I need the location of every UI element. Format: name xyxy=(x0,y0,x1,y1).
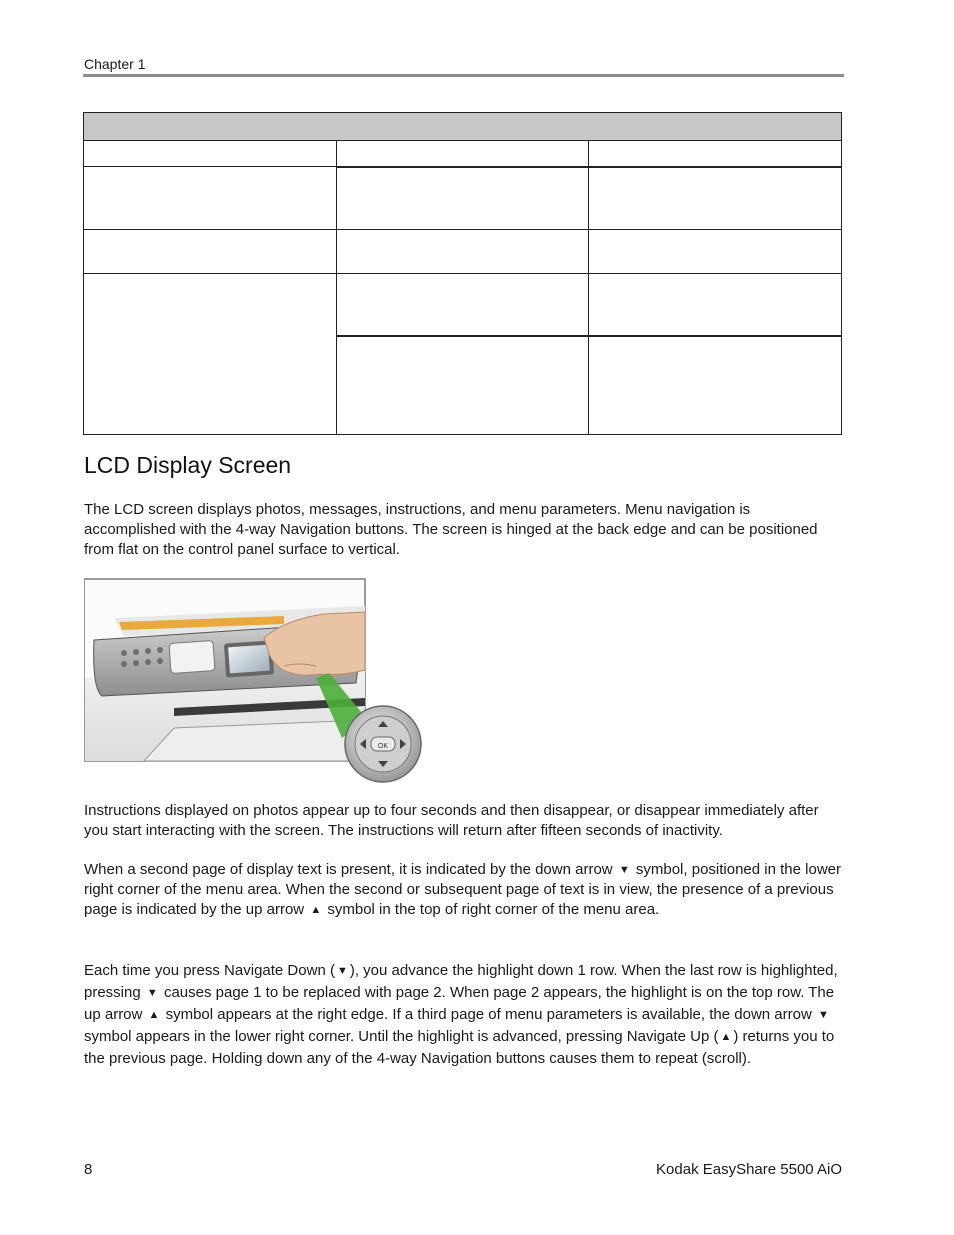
text-run: Each time you press Navigate Down ( xyxy=(84,962,335,979)
text-run: symbol in the top of right corner of the menu area. xyxy=(327,901,660,918)
table-hline xyxy=(84,273,841,274)
paragraph-navigation xyxy=(84,960,844,1069)
header-rule xyxy=(83,74,844,77)
text-run: When a second page of display text is present, it is indicated by the down arrow xyxy=(84,861,613,878)
down-arrow-icon: ▼ xyxy=(336,965,348,977)
down-arrow-icon: ▼ xyxy=(618,864,630,876)
printer-control-panel-illustration xyxy=(84,578,424,783)
ok-label: OK xyxy=(377,743,389,750)
section-heading: LCD Display Screen xyxy=(84,452,292,478)
text-run: ) returns you to the previous page. Holding down any of the 4-way Navigation buttons causes them to repeat (scroll). xyxy=(84,1028,835,1067)
table-header-bar xyxy=(84,113,841,141)
text-run: symbol, positioned in the lower right corner of the menu area. When the second or subsequent page of text is in view, the presence of a previous page is indicated by the up arrow xyxy=(84,861,841,918)
table-vline xyxy=(588,141,589,434)
table-hline xyxy=(336,166,841,168)
down-arrow-icon: ▼ xyxy=(817,1009,829,1021)
table-hline xyxy=(84,229,841,230)
text-run: symbol appears at the right edge. If a third page of menu parameters is available, the down arrow xyxy=(165,1006,812,1023)
paragraph-page-indicators xyxy=(84,860,844,920)
intro-paragraph: The LCD screen displays photos, messages, instructions, and menu parameters. Menu navigation is accomplished with the 4-way Navigation buttons. The screen is hinged at the back edge and can be positioned from flat on the control panel surface to vertical. xyxy=(84,501,818,558)
product-name: Kodak EasyShare 5500 AiO xyxy=(656,1161,842,1178)
control-panel-figure xyxy=(84,578,424,783)
up-arrow-icon: ▲ xyxy=(310,904,322,916)
text-run: symbol appears in the lower right corner. Until the highlight is advanced, pressing Navigate Up ( xyxy=(84,1028,719,1045)
up-arrow-icon: ▲ xyxy=(148,1009,160,1021)
page-number: 8 xyxy=(84,1161,93,1178)
spec-table xyxy=(83,112,842,435)
table-vline xyxy=(336,141,337,434)
text-run: ), you advance the highlight down 1 row. When the last row is highlighted, pressing xyxy=(84,962,838,1001)
chapter-label: Chapter 1 xyxy=(84,56,146,72)
paragraph-instructions: Instructions displayed on photos appear up to four seconds and then disappear, or disappear immediately after you start interacting with the screen. The instructions will return after fifteen seconds of inactivity. xyxy=(84,802,819,839)
up-arrow-icon: ▲ xyxy=(720,1031,732,1043)
down-arrow-icon: ▼ xyxy=(146,987,158,999)
text-run: causes page 1 to be replaced with page 2. When page 2 appears, the highlight is on the top row. The up arrow xyxy=(84,984,835,1023)
